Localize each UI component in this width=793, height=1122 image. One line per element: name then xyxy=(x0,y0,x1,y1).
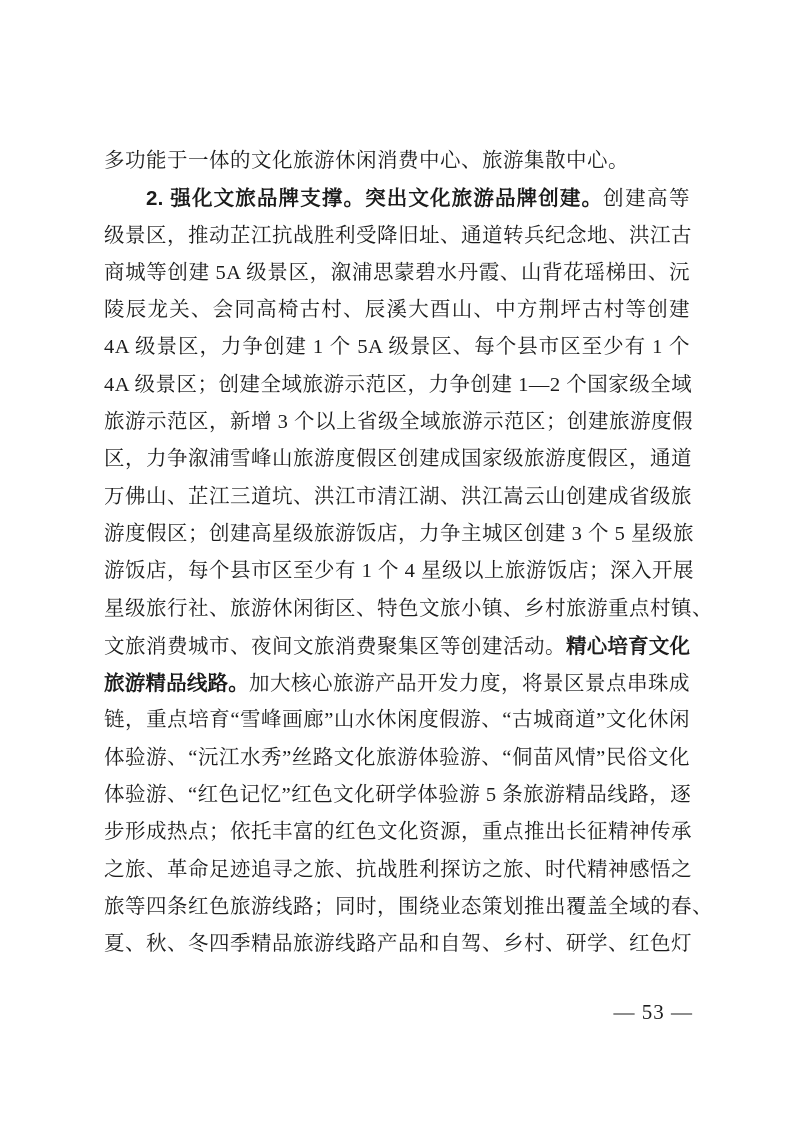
text-segment: 步形成热点；依托丰富的红色文化资源，重点推出长征精神传承 xyxy=(104,821,692,844)
text-line xyxy=(104,926,690,963)
text-block xyxy=(104,143,713,964)
text-line xyxy=(104,218,690,255)
bold-text-segment: 精心培育文化 xyxy=(566,634,691,658)
text-line xyxy=(104,591,713,628)
text-segment: 之旅、革命足迹追寻之旅、抗战胜利探访之旅、时代精神感悟之 xyxy=(104,858,692,881)
text-line xyxy=(104,740,690,777)
text-line xyxy=(104,479,690,516)
text-segment: 加大核心旅游产品开发力度，将景区景点串珠成 xyxy=(248,673,691,696)
text-line xyxy=(104,292,690,329)
text-segment: 区，力争溆浦雪峰山旅游度假区创建成国家级旅游度假区，通道 xyxy=(104,448,692,471)
text-line xyxy=(104,404,693,441)
text-line xyxy=(104,441,690,478)
text-line xyxy=(104,814,690,851)
text-segment: 级景区，推动芷江抗战胜利受降旧址、通道转兵纪念地、洪江古 xyxy=(104,224,692,247)
text-segment: 体验游、“红色记忆”红色文化研学体验游 5 条旅游精品线路，逐 xyxy=(104,784,692,807)
text-line xyxy=(104,628,690,665)
text-segment: 4A 级景区；创建全域旅游示范区，力争创建 1—2 个国家级全域 xyxy=(104,373,693,396)
text-line xyxy=(104,329,690,366)
bold-text-segment: 2. 强化文旅品牌支撑。突出文化旅游品牌创建。 xyxy=(146,187,604,211)
text-segment: 链，重点培育“雪峰画廊”山水休闲度假游、“古城商道”文化休闲 xyxy=(104,709,690,732)
text-segment: 体验游、“沅江水秀”丝路文化旅游体验游、“侗苗风情”民俗文化 xyxy=(104,746,690,769)
text-segment: 旅游示范区，新增 3 个以上省级全域旅游示范区；创建旅游度假 xyxy=(104,411,693,434)
text-line xyxy=(104,852,690,889)
text-line xyxy=(104,180,690,217)
text-segment: 陵辰龙关、会同高椅古村、辰溪大酉山、中方荆坪古村等创建 xyxy=(104,299,690,322)
text-segment: 创建高等 xyxy=(603,188,690,211)
text-line xyxy=(104,553,694,590)
text-line xyxy=(104,516,694,553)
text-line xyxy=(104,702,690,739)
text-line xyxy=(104,889,713,926)
text-segment: 4A 级景区，力争创建 1 个 5A 级景区、每个县市区至少有 1 个 xyxy=(104,336,690,359)
text-line xyxy=(104,665,690,702)
page-number: — 53 — xyxy=(613,1000,693,1024)
text-segment: 星级旅行社、旅游休闲街区、特色文旅小镇、乡村旅游重点村镇、 xyxy=(104,597,713,620)
text-segment: 多功能于一体的文化旅游休闲消费中心、旅游集散中心。 xyxy=(104,150,629,172)
text-segment: 游饭店，每个县市区至少有 1 个 4 星级以上旅游饭店；深入开展 xyxy=(104,560,694,583)
text-segment: 夏、秋、冬四季精品旅游线路产品和自驾、乡村、研学、红色灯 xyxy=(104,933,692,956)
text-line xyxy=(104,143,690,180)
text-segment: 商城等创建 5A 级景区，溆浦思蒙碧水丹霞、山背花瑶梯田、沅 xyxy=(104,261,690,284)
text-line xyxy=(104,255,690,292)
text-segment: 游度假区；创建高星级旅游饭店，力争主城区创建 3 个 5 星级旅 xyxy=(104,522,694,545)
text-segment: 文旅消费城市、夜间文旅消费聚集区等创建活动。 xyxy=(104,635,566,658)
text-segment: 旅等四条红色旅游线路；同时，围绕业态策划推出覆盖全域的春、 xyxy=(104,895,713,918)
text-segment: 万佛山、芷江三道坑、洪江市清江湖、洪江嵩云山创建成省级旅 xyxy=(104,485,692,508)
text-line xyxy=(104,777,690,814)
bold-text-segment: 旅游精品线路。 xyxy=(104,672,249,696)
text-line xyxy=(104,367,693,404)
